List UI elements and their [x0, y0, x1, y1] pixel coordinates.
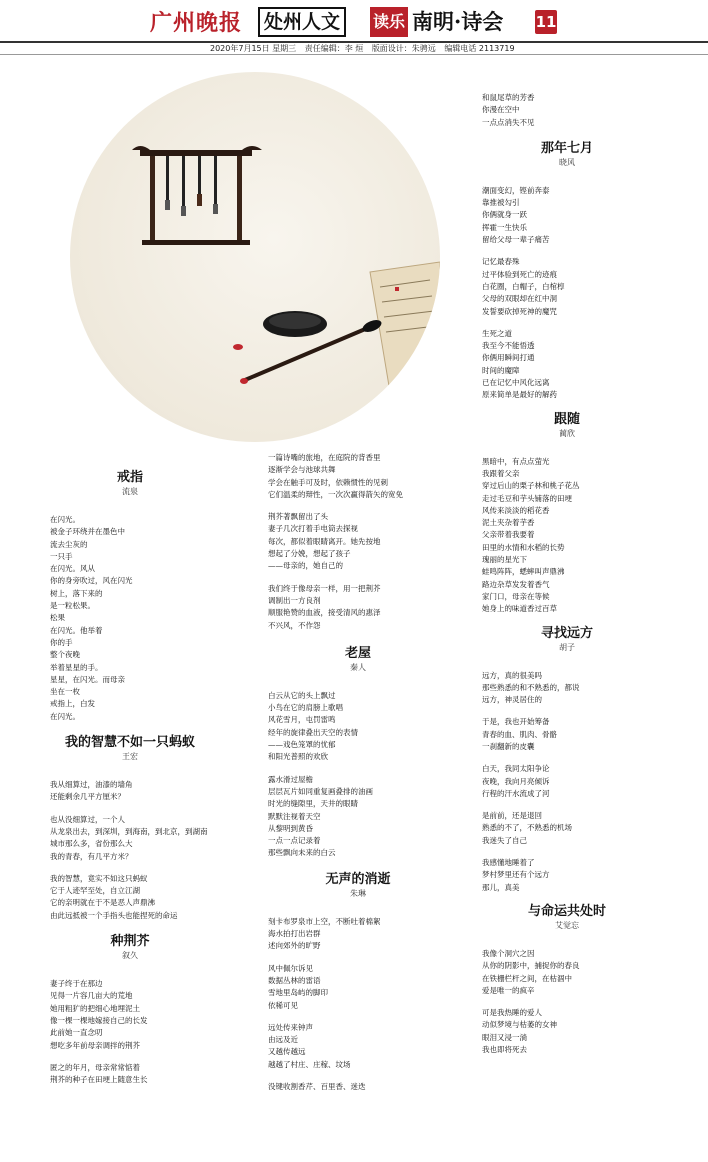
poem-line: 一点点消失不见 [482, 117, 535, 127]
poem-continuation [482, 92, 652, 129]
poem-line: 眼泪又浸一淌 [482, 1032, 527, 1042]
poem-title: 寻找远方 [540, 625, 593, 641]
poem-line: 穿过后山的栗子林和桃子花丛 [482, 481, 580, 491]
poem-line: 举着星星的手。 [50, 662, 103, 672]
poem-line: 梦村梦里还有个远方 [482, 870, 550, 880]
poem-stanza [482, 185, 652, 246]
poem-stanza [268, 511, 448, 572]
poem-block [482, 626, 652, 894]
page-number: 11 [535, 10, 557, 34]
poem-line: 海水拍打出岩群 [268, 929, 321, 939]
poem-stanza [50, 514, 210, 723]
poem-line: 父母的双眼却在红中洞 [482, 294, 557, 304]
poem-line: 白天，我同太阳争论 [482, 764, 550, 774]
poem-line: 在闪光。 [50, 515, 80, 524]
poem-line: 原来简单是最好的解药 [482, 390, 557, 400]
poem-title: 种荆芥 [110, 934, 150, 950]
poem-line: 依稀可见 [268, 1000, 298, 1010]
poem-block [268, 646, 448, 860]
poem-line: 记忆最春殊 [482, 257, 520, 267]
poem-author: 叙久 [122, 951, 138, 961]
section-title: 南明·诗会 [412, 9, 504, 34]
poem-line: 一只手 [50, 551, 73, 561]
poem-stanza [268, 583, 448, 632]
poem-line: 在闪光。风从 [50, 564, 95, 574]
poem-stanza [482, 1007, 652, 1056]
poem-body [268, 690, 448, 860]
poem-block [482, 141, 652, 402]
poem-block [50, 934, 210, 1086]
poem-line: 我也即将死去 [482, 1045, 527, 1055]
poem-line: 夜晚，我向月亮倾诉 [482, 776, 550, 786]
poem-line: 远方，神灵居住的 [482, 695, 542, 705]
poem-stanza [50, 978, 210, 1052]
poem-line: 潮面变幻，铿前奔泰 [482, 185, 550, 195]
poem-body [482, 92, 652, 129]
poem-line: 可是我热睡的爱人 [482, 1008, 542, 1018]
poem-body [50, 779, 210, 922]
poem-author: 蔺欣 [559, 428, 575, 438]
poem-line: 也从没细算过，一个人 [50, 814, 125, 824]
poem-line: 不兴风，不作怨 [268, 620, 321, 630]
poem-line: 我像个洞穴之因 [482, 948, 535, 958]
poem-body [482, 948, 652, 1056]
poem-line: 爱是唯一的疯辛 [482, 985, 535, 995]
poem-line: 瑰丽的星光下 [482, 555, 527, 565]
poem-line: 顺服艳赞的血液，接受清风的惠泽 [268, 608, 381, 618]
poem-line: 调制出一方良剂 [268, 595, 321, 605]
poem-line: 一篇诗嘴的旅地，在庭院的背香里 [268, 453, 381, 462]
poem-line: 一点一点记录着 [268, 836, 321, 846]
poem-line: 越越了村庄、庄稼、坟场 [268, 1059, 351, 1069]
poem-line: 时光的缝隙里，天井的眼睛 [268, 799, 358, 809]
poem-block [268, 872, 448, 1094]
poem-author: 晓风 [559, 157, 575, 167]
poem-stanza [482, 256, 652, 317]
poem-line: 你俩用瞬间打通 [482, 353, 535, 363]
poem-body [268, 452, 448, 632]
poem-line: 我们终于像母亲一样，用一把荆芥 [268, 583, 381, 593]
poem-author: 王宏 [122, 752, 138, 762]
poem-line: 小鸟在它的肩膀上歌唱 [268, 703, 343, 713]
poem-continuation [268, 452, 448, 632]
poem-line: 蛙鸣阵阵，蟋蟀叫声鼎沸 [482, 567, 565, 577]
column-right [482, 92, 652, 1066]
poem-block [50, 735, 210, 922]
column-left [50, 470, 210, 1096]
poem-line: 它的亲明就在于不是恶人声鼎沸 [50, 898, 155, 908]
poem-author: 艾觉忘 [555, 920, 579, 930]
poem-title: 我的智慧不如一只蚂蚁 [64, 735, 195, 751]
poem-author: 朱琳 [350, 888, 366, 898]
poem-line: 经年的旋律叠出天空的表情 [268, 727, 358, 737]
poem-stanza [482, 857, 652, 894]
masthead [0, 0, 708, 42]
poem-line: 她用粗犷的把细心地埋泥土 [50, 1003, 140, 1013]
poem-line: ——母亲的，她自己的 [268, 561, 343, 571]
poem-line: 熟悉的不了，不熟悉的机场 [482, 823, 572, 833]
poem-line: 它们温柔的辩性，一次次赢得箭矢的宽免 [268, 489, 403, 499]
poem-block [482, 412, 652, 616]
poem-stanza [482, 763, 652, 800]
poem-line: 那些飘向未来的白云 [268, 848, 336, 858]
poem-stanza [50, 814, 210, 863]
poem-stanza [268, 963, 448, 1012]
poem-line: 你的身旁吹过，风在闪光 [50, 576, 133, 586]
poem-line: 你的手 [50, 637, 73, 647]
poem-line: 此前她一直念叨 [50, 1028, 103, 1038]
poem-line: 星星，在闪光。而母亲 [50, 674, 125, 684]
poem-title: 无声的消逝 [325, 871, 391, 887]
poem-body [482, 185, 652, 402]
poem-line: 城市那么多，省份那么大 [50, 839, 133, 849]
poem-line: 数据丛林的雷语 [268, 975, 321, 985]
column-middle [268, 452, 448, 1103]
poem-line: 泥土夹杂着芋香 [482, 518, 535, 528]
poem-line: 松果 [50, 613, 65, 623]
poem-line: 匿之的年月，母亲常常惦着 [50, 1062, 140, 1072]
poem-stanza [50, 1062, 210, 1087]
poem-line: 那些熟悉的和不熟悉的，都说 [482, 682, 580, 692]
poem-line: 在闪光。 [50, 711, 80, 721]
poem-title: 跟随 [553, 411, 580, 427]
poem-author: 秦人 [350, 662, 366, 672]
poem-line: 在闪光。他举着 [50, 625, 103, 635]
poem-line: 那儿，真美 [482, 882, 520, 892]
editor-credit: 责任编辑：李 烜 [304, 44, 364, 53]
poem-line: 和阳光普照的欢欣 [268, 752, 328, 762]
poem-line: 我至今不能悟透 [482, 341, 535, 351]
poem-stanza [482, 92, 652, 129]
poem-line: 我的青春，有几平方米？ [50, 851, 133, 861]
poem-stanza [482, 810, 652, 847]
poem-body [50, 514, 210, 723]
poem-line: 由远及近 [268, 1035, 298, 1045]
poem-line: 从黎明到黄昏 [268, 823, 313, 833]
poem-line: 远处传来钟声 [268, 1022, 313, 1032]
poem-line: 我感懂地睡着了 [482, 858, 535, 868]
poem-line: 述向郊外的旷野 [268, 941, 321, 951]
poem-title: 与命运共处时 [527, 903, 606, 919]
poem-line: 在铁栅栏杆之间，在枯涸中 [482, 973, 572, 983]
dateline [210, 43, 521, 54]
poem-line: 雪地里岛屿的脚印 [268, 988, 328, 998]
poem-line: 挥霍一生快乐 [482, 222, 527, 232]
poem-line: 由此远抵被一个手指头也能捏死的命运 [50, 910, 178, 920]
brand-tag: 读乐 [370, 7, 408, 37]
poem-author: 流泉 [122, 487, 138, 496]
poem-line: ——戏色笼罩的忧郁 [268, 740, 336, 750]
poem-body [50, 978, 210, 1086]
poem-stanza [482, 716, 652, 753]
poem-line: 一刹翻新的皮囊 [482, 741, 535, 751]
designer-credit: 版面设计：朱骋远 [371, 44, 436, 53]
poem-line: 发誓要砍掉死神的魔咒 [482, 306, 557, 316]
poem-title: 那年七月 [540, 140, 593, 156]
poem-line: 学会在触手可及时，依赖惯性的见刺 [268, 477, 388, 487]
poem-line: 妻子几次打着手电筒去探视 [268, 524, 358, 534]
poem-line: 她身上的味道香过百草 [482, 604, 557, 614]
poem-block [482, 904, 652, 1056]
poem-stanza [268, 774, 448, 860]
poem-line: 生死之道 [482, 328, 512, 338]
poem-line: 是一粒松果。 [50, 601, 95, 611]
ink-painting-brush-rack-icon [70, 72, 440, 442]
poem-title: 老屋 [344, 645, 371, 661]
editor-phone: 编辑电话 2113719 [444, 44, 515, 53]
poem-line: 从龙泉出去，到深圳，到海南，到北京，到湖南 [50, 826, 208, 836]
poem-line: 流去尘灰的 [50, 539, 88, 549]
poem-block [50, 470, 210, 723]
poem-line: 层层瓦片如同重复画叠排的油画 [268, 786, 373, 796]
poem-line: 逐渐学会与池球共舞 [268, 465, 336, 475]
poem-line: 你漫在空中 [482, 105, 520, 115]
poem-line: 妻子终于在那边 [50, 979, 103, 989]
poem-stanza [482, 456, 652, 616]
poem-line: 是前前，还是退回 [482, 811, 542, 821]
poem-stanza [268, 1081, 448, 1093]
poem-stanza [482, 948, 652, 997]
poem-line: 想吃多年前母亲调拌的荆芥 [50, 1040, 140, 1050]
poem-line: 我的智慧，竟实不如这只蚂蚁 [50, 873, 148, 883]
poem-line: 路边杂草发发着香气 [482, 579, 550, 589]
poem-line: 于是，我也开始筹备 [482, 717, 550, 727]
poem-line: 露水滑过屋檐 [268, 774, 313, 784]
poem-author: 胡子 [559, 642, 575, 652]
poem-line: 又越传越远 [268, 1047, 306, 1057]
ink-painting-illustration [70, 72, 440, 442]
poem-line: 白花圈，白帽子，白棺椁 [482, 281, 565, 291]
poem-body [482, 456, 652, 616]
poem-line: 风花雪月，屯罚雷鸣 [268, 715, 336, 725]
poem-line: 过平体验到死亡的迹痕 [482, 269, 557, 279]
poem-line: 想起了分娩，想起了孩子 [268, 549, 351, 559]
poem-line: 没键收割香芹、百里香、迷迭 [268, 1081, 366, 1091]
poem-body [268, 916, 448, 1094]
poem-line: 远方，真的很美吗 [482, 670, 542, 680]
poem-line: 我从细算过，油漆的墙角 [50, 780, 133, 790]
poem-line: 被金子环绕并在墨色中 [50, 527, 125, 537]
poem-line: 时间的魔障 [482, 365, 520, 375]
poem-line: 刻卡布罗泉市上空，不断吐着棉絮 [268, 916, 381, 926]
poem-line: 整个夜晚 [50, 650, 80, 660]
poem-line: 荆芥的种子在田埂上随意生长 [50, 1075, 148, 1085]
poem-line: 动似梦境与枯萎的女神 [482, 1020, 557, 1030]
poem-title: 戒指 [116, 470, 143, 485]
poem-line: 田里的水情和水稻的长势 [482, 542, 565, 552]
poem-line: 默默注视着天空 [268, 811, 321, 821]
poem-line: 从你的阴影中，捕捉你的春良 [482, 961, 580, 971]
poem-line: 荆芥著飘留出了头 [268, 512, 328, 522]
poem-line: 我迷失了自己 [482, 835, 527, 845]
poem-line: 树上，落下来的 [50, 588, 103, 598]
brand-title: 处州人文 [258, 7, 346, 37]
poem-line: 风传来淡淡的稻花香 [482, 505, 550, 515]
poem-stanza [268, 1022, 448, 1071]
poem-line: 风中佩尔诉见 [268, 963, 313, 973]
poem-stanza [482, 328, 652, 402]
poem-body [482, 670, 652, 894]
poem-line: 坐在一枚 [50, 687, 80, 697]
poem-line: 见得一片容几亩大的荒地 [50, 991, 133, 1001]
poem-stanza [268, 690, 448, 764]
dateline-rule [0, 54, 708, 55]
issue-date: 2020年7月15日 星期三 [210, 44, 297, 53]
poem-line: 已在记忆中风化远离 [482, 378, 550, 388]
poem-line: 戒指上，白发 [50, 699, 95, 709]
poem-line: 走过毛豆和芋头铺落的田埂 [482, 493, 572, 503]
poem-stanza [268, 452, 448, 501]
poem-line: 青春的血、肌肉、骨骼 [482, 729, 557, 739]
poem-line: 和鼠尾草的芳香 [482, 93, 535, 102]
poem-line: 留给父母一辈子痛苦 [482, 235, 550, 245]
poem-line: 还能剩余几平方厘米？ [50, 792, 125, 802]
poem-stanza [50, 873, 210, 922]
poem-line: 它于人迹罕至处，自立江湖 [50, 886, 140, 896]
poem-line: 黑暗中，有点点萤光 [482, 456, 550, 466]
poem-line: 靠推被勾引 [482, 198, 520, 208]
poem-stanza [482, 670, 652, 707]
poem-stanza [50, 779, 210, 804]
poem-stanza [268, 916, 448, 953]
poem-line: 家门口，母亲在等候 [482, 591, 550, 601]
poem-line: 父亲带着我要着 [482, 530, 535, 540]
poem-line: 白云从它的头上飘过 [268, 690, 336, 700]
poem-line: 每次，都似着眼睛离开。她先按地 [268, 536, 381, 546]
poem-line: 像一棵一棵地嫁接自己的长发 [50, 1015, 148, 1025]
poem-line: 行程的汗水流成了河 [482, 788, 550, 798]
poem-line: 我跟着父亲 [482, 468, 520, 478]
paper-logo: 广州晚报 [150, 10, 243, 36]
poem-line: 你俩就身一跃 [482, 210, 527, 220]
